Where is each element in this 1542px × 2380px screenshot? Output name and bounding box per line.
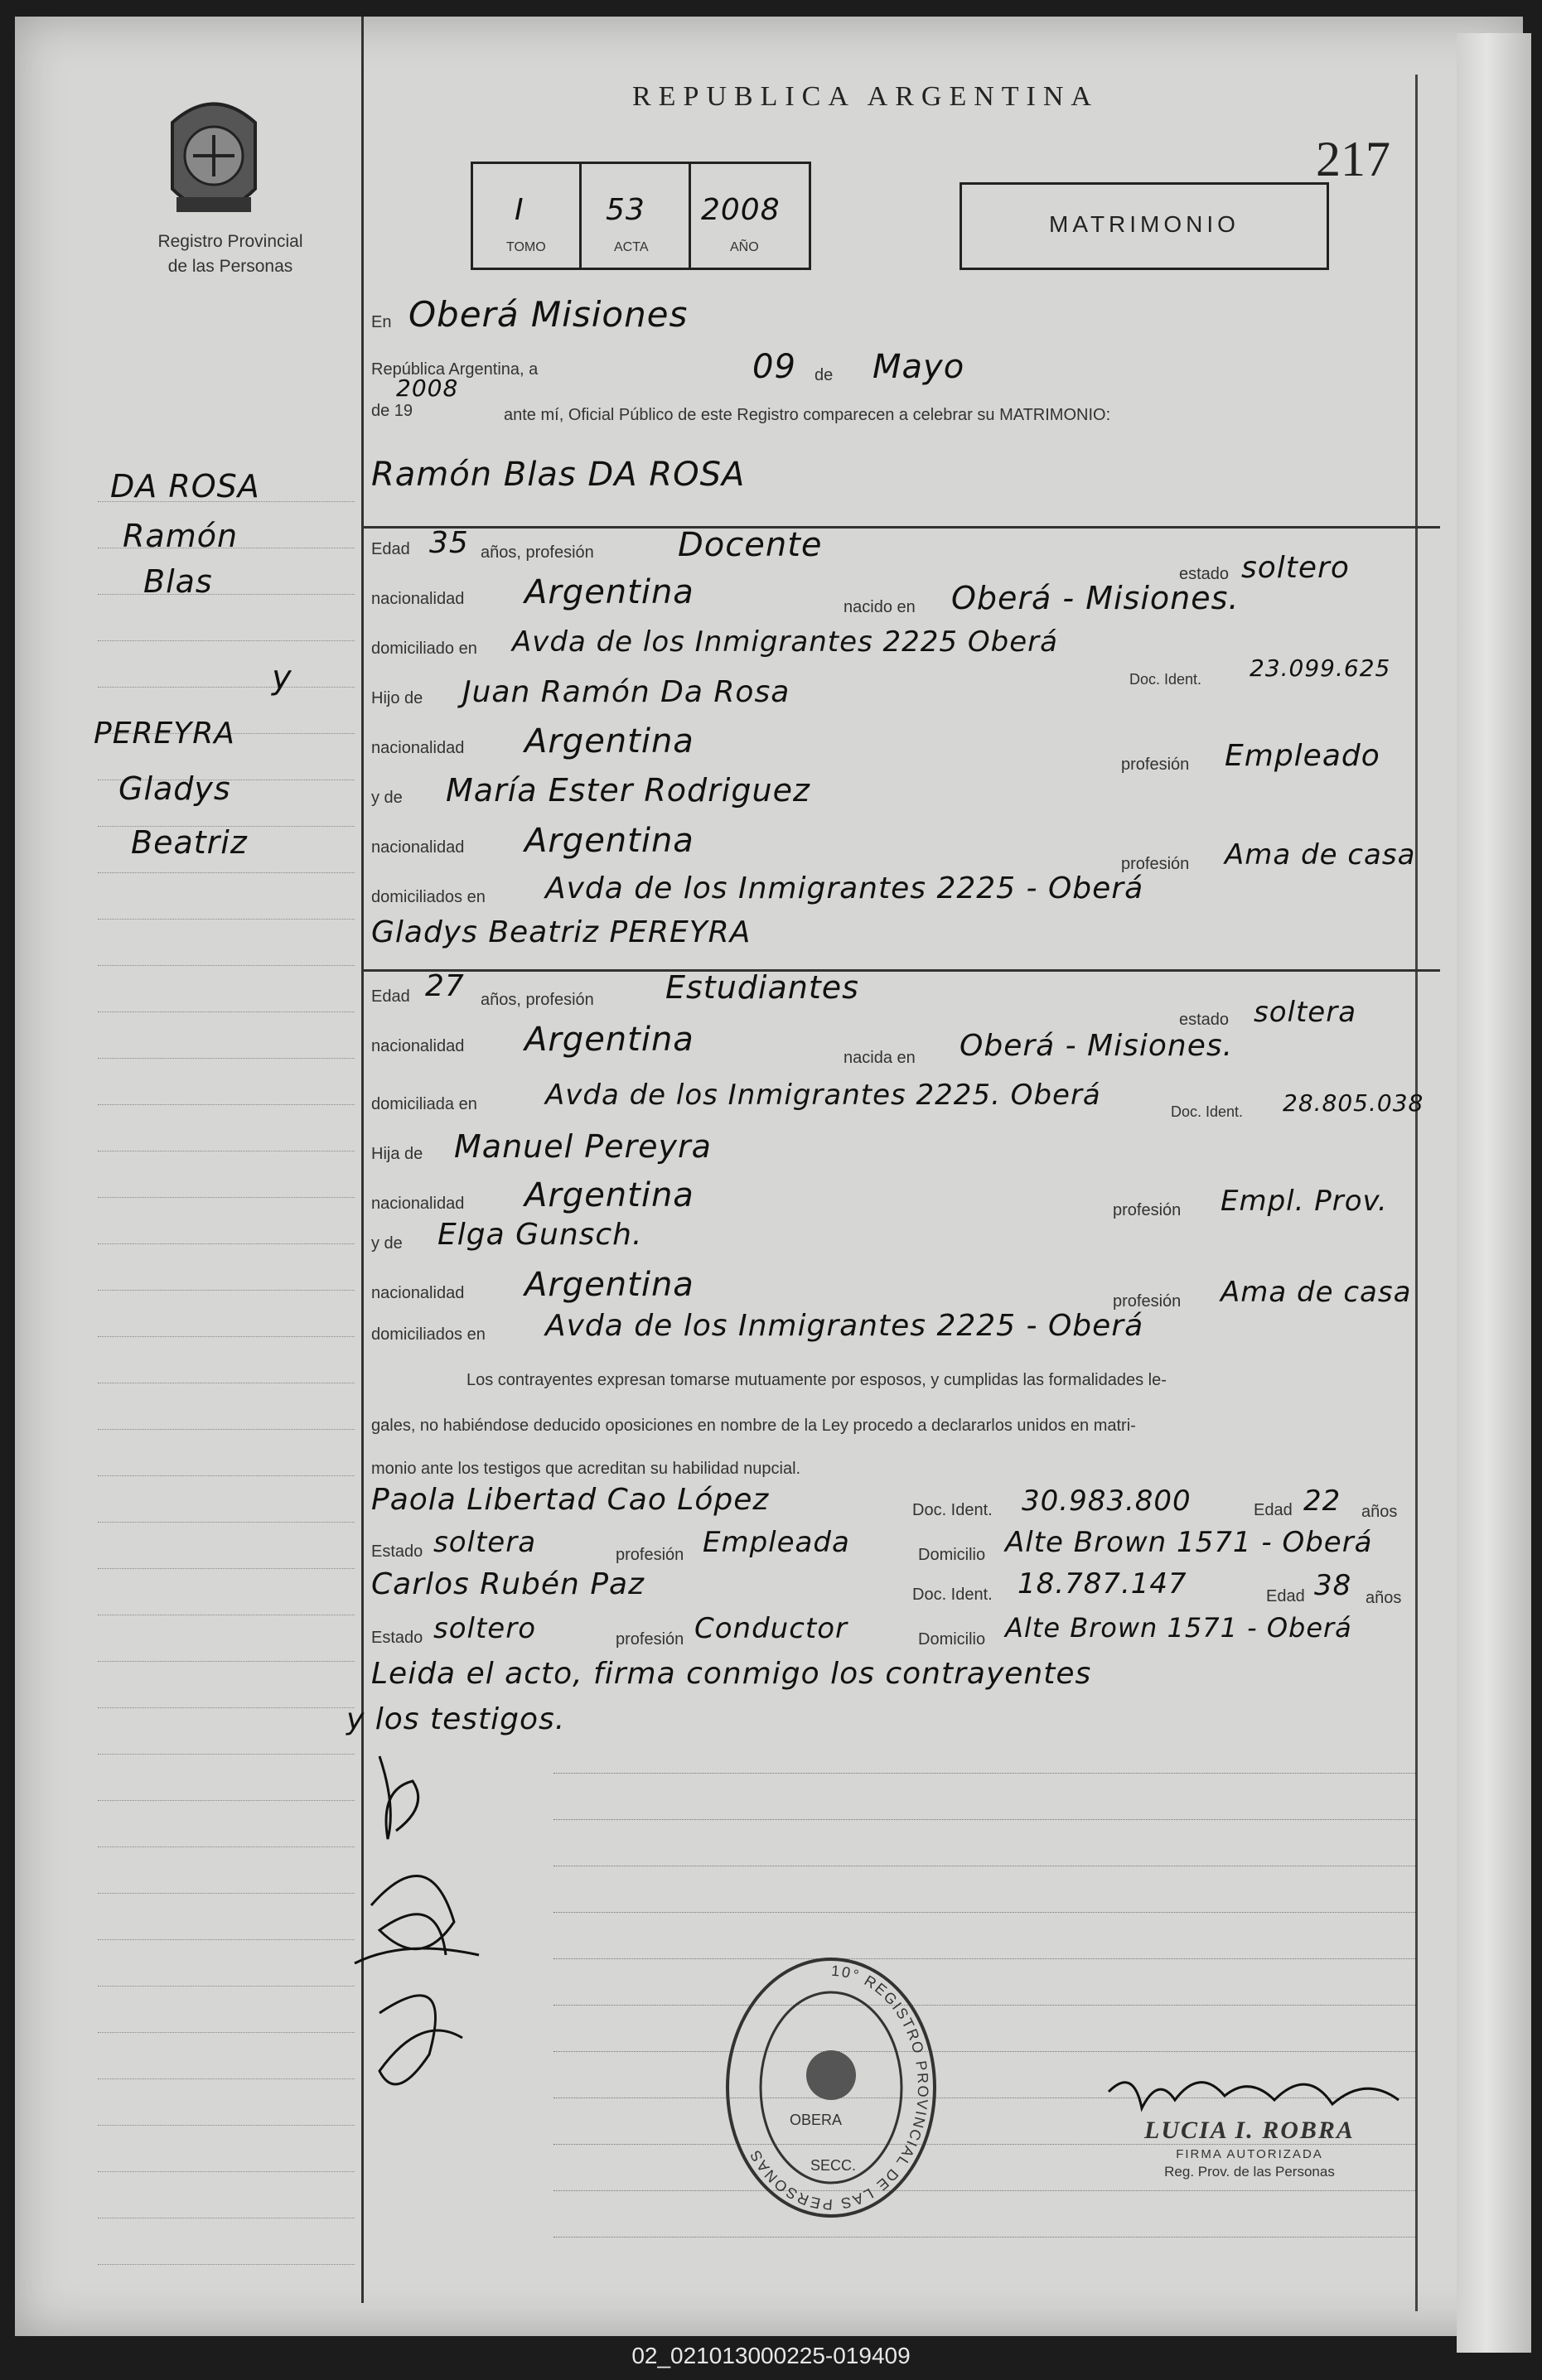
margin-rule [98, 1011, 355, 1012]
witness1-domicilio: Alte Brown 1571 - Oberá [1005, 1526, 1373, 1559]
witness1-anos-label: años [1361, 1503, 1398, 1521]
margin-name-2a: Gladys [118, 770, 231, 807]
witness1-dom-label: Domicilio [918, 1546, 986, 1564]
bride-madre: Elga Gunsch. [437, 1218, 643, 1252]
declaration-line-3: monio ante los testigos que acreditan su habilidad nupcial. [371, 1460, 801, 1478]
official-name: LUCIA I. ROBRA [1144, 2117, 1355, 2144]
stamp-center-text: OBERA [790, 2112, 843, 2128]
bride-profesion: Estudiantes [665, 969, 859, 1006]
margin-rule [98, 1058, 355, 1059]
bride-doc-label: Doc. Ident. [1171, 1103, 1244, 1120]
en-label: En [371, 313, 392, 331]
body-rule [553, 1958, 1415, 1959]
coat-of-arms-icon [160, 89, 268, 226]
page-edge [1457, 33, 1531, 2353]
margin-rule [98, 2078, 355, 2079]
witness1-name: Paola Libertad Cao López [371, 1483, 770, 1517]
groom-full-name: Ramón Blas DA ROSA [371, 456, 746, 494]
margin-rule [98, 640, 355, 641]
acta-label: ACTA [614, 240, 649, 254]
witness2-estado-label: Estado [371, 1629, 423, 1647]
acta-value: 53 [606, 193, 645, 227]
body-rule [553, 2005, 1415, 2006]
bride-madre-prof: Ama de casa [1221, 1276, 1412, 1309]
groom-doc-label: Doc. Ident. [1129, 671, 1202, 688]
groom-madre-prof-label: profesión [1121, 855, 1190, 873]
tomo-value: I [515, 193, 524, 227]
page-number: 217 [1316, 132, 1390, 186]
witness2-dom-label: Domicilio [918, 1630, 986, 1649]
groom-hijo-label: Hijo de [371, 689, 423, 707]
closing-line-1: Leida el acto, firma conmigo los contrayentes [371, 1657, 1092, 1691]
body-rule [553, 2237, 1415, 2238]
groom-padre-nac: Argentina [524, 722, 694, 760]
margin-rule [98, 1522, 355, 1523]
official-title-1: FIRMA AUTORIZADA [1176, 2147, 1323, 2161]
witness1-profesion: Empleada [703, 1526, 850, 1559]
bride-padres-dom: Avda de los Inmigrantes 2225 - Oberá [545, 1309, 1144, 1343]
groom-padre-nac-label: nacionalidad [371, 739, 465, 757]
margin-conjunction: y [272, 659, 292, 697]
witness2-doc: 18.787.147 [1018, 1567, 1187, 1600]
registry-name-line1: Registro Provincial [157, 232, 303, 251]
margin-rule [98, 1986, 355, 1987]
margin-rule [98, 2171, 355, 2172]
closing-line-2: y los testigos. [346, 1702, 566, 1736]
margin-rule [98, 965, 355, 966]
bride-domicilio: Avda de los Inmigrantes 2225. Oberá [545, 1079, 1101, 1112]
body-rule [553, 1912, 1415, 1913]
witness2-doc-label: Doc. Ident. [912, 1586, 993, 1604]
margin-name-2b: Beatriz [131, 824, 248, 861]
bride-nacida-label: nacida en [844, 1049, 916, 1067]
tomo-acta-ano-box [471, 162, 811, 270]
groom-domicilio: Avda de los Inmigrantes 2225 Oberá [512, 625, 1058, 659]
margin-name-1a: Ramón [123, 518, 239, 554]
groom-madre: María Ester Rodriguez [446, 772, 810, 809]
margin-rule [98, 872, 355, 873]
margin-rule [98, 1243, 355, 1244]
bride-edad: 27 [425, 969, 465, 1003]
registry-name-line2: de las Personas [167, 257, 293, 276]
party-signatures [330, 1740, 545, 2137]
groom-nac-label: nacionalidad [371, 590, 465, 608]
groom-doc: 23.099.625 [1250, 654, 1391, 682]
register-page [15, 17, 1523, 2336]
groom-anos-label: años, profesión [481, 543, 594, 562]
bride-edad-label: Edad [371, 987, 410, 1006]
act-type-box [960, 182, 1329, 270]
bride-doc: 28.805.038 [1283, 1089, 1424, 1117]
groom-madre-nac: Argentina [524, 822, 694, 860]
margin-rule [98, 1661, 355, 1662]
stamp-bottom-text: SECC. [810, 2157, 857, 2174]
bride-nacida-en: Oberá - Misiones. [960, 1029, 1234, 1063]
groom-madre-prof: Ama de casa [1225, 838, 1416, 871]
margin-rule [98, 1104, 355, 1105]
witness2-anos-label: años [1366, 1589, 1402, 1607]
witness1-estado-label: Estado [371, 1542, 423, 1561]
margin-rule [98, 919, 355, 920]
margin-rule [98, 1290, 355, 1291]
de-label: de [815, 366, 834, 384]
ano-label: AÑO [730, 240, 759, 254]
stamp-ring-text: 10° REGISTRO PROVINCIAL DE LAS PERSONAS [746, 1962, 932, 2213]
witness2-profesion: Conductor [694, 1612, 848, 1645]
place: Oberá Misiones [408, 294, 689, 335]
intro-statement: ante mí, Oficial Público de este Registro comparecen a celebrar su MATRIMONIO: [504, 406, 1111, 424]
margin-rule [98, 1568, 355, 1569]
margin-rule [98, 1475, 355, 1476]
witness1-edad-label: Edad [1254, 1501, 1293, 1519]
groom-doms-label: domiciliados en [371, 888, 486, 906]
margin-rule [98, 594, 355, 595]
witness2-estado: soltero [433, 1612, 536, 1645]
bride-nac-label: nacionalidad [371, 1037, 465, 1055]
body-rule [553, 2190, 1415, 2191]
bride-padre-prof-label: profesión [1113, 1201, 1182, 1219]
country-heading: REPUBLICA ARGENTINA [632, 81, 1099, 112]
margin-name-1b: Blas [143, 563, 213, 600]
margin-rule [98, 687, 355, 688]
bride-padre: Manuel Pereyra [454, 1128, 712, 1165]
margin-surname-1: DA ROSA [110, 468, 260, 504]
republica-label: República Argentina, a [371, 360, 539, 379]
groom-nacionalidad: Argentina [524, 573, 694, 611]
day: 09 [752, 348, 796, 386]
margin-surname-2: PEREYRA [94, 717, 235, 751]
bride-anos-label: años, profesión [481, 991, 594, 1009]
file-identifier: 02_021013000225-019409 [631, 2343, 911, 2368]
bride-dom-label: domiciliada en [371, 1095, 477, 1113]
year: 2008 [396, 374, 459, 402]
body-rule [553, 1819, 1415, 1820]
bride-hija-label: Hija de [371, 1145, 423, 1163]
groom-padre-prof-label: profesión [1121, 756, 1190, 774]
groom-padre-prof: Empleado [1225, 739, 1380, 773]
bride-doms-label: domiciliados en [371, 1325, 486, 1344]
official-title-2: Reg. Prov. de las Personas [1164, 2164, 1335, 2180]
bride-padre-nac: Argentina [524, 1176, 694, 1214]
witness1-edad: 22 [1303, 1484, 1341, 1518]
witness2-name: Carlos Rubén Paz [371, 1567, 645, 1601]
groom-padres-dom: Avda de los Inmigrantes 2225 - Oberá [545, 871, 1144, 905]
margin-rule [98, 1754, 355, 1755]
bride-madre-nac-label: nacionalidad [371, 1284, 465, 1302]
witness2-edad-label: Edad [1266, 1587, 1305, 1605]
declaration-line-1: Los contrayentes expresan tomarse mutuamente por esposos, y cumplidas las formalidades le- [466, 1371, 1167, 1389]
margin-rule [98, 1336, 355, 1337]
groom-edad-label: Edad [371, 540, 410, 558]
year-prefix: de 19 [371, 402, 413, 420]
groom-nacido-en: Oberá - Misiones. [951, 580, 1240, 616]
groom-estado-label: estado [1179, 565, 1230, 583]
margin-rule [98, 1707, 355, 1708]
groom-dom-label: domiciliado en [371, 640, 477, 658]
bride-madre-nac: Argentina [524, 1266, 694, 1304]
groom-separator [363, 526, 1440, 529]
witness1-doc-label: Doc. Ident. [912, 1501, 993, 1519]
margin-rule [98, 2125, 355, 2126]
bride-separator [363, 969, 1440, 972]
groom-edad: 35 [429, 526, 469, 560]
bride-madre-prof-label: profesión [1113, 1292, 1182, 1311]
ano-value: 2008 [701, 193, 781, 227]
bride-nacionalidad: Argentina [524, 1021, 694, 1059]
body-rule [553, 1773, 1415, 1774]
groom-madre-nac-label: nacionalidad [371, 838, 465, 857]
registry-stamp [719, 1951, 943, 2224]
margin-rule [98, 1429, 355, 1430]
groom-nacido-label: nacido en [844, 598, 916, 616]
witness2-edad: 38 [1314, 1569, 1352, 1602]
right-border [1415, 75, 1418, 2311]
groom-yde-label: y de [371, 789, 403, 807]
groom-profesion: Docente [678, 526, 823, 564]
act-type: MATRIMONIO [1049, 211, 1240, 237]
margin-rule [98, 1800, 355, 1801]
margin-rule [98, 1197, 355, 1198]
month: Mayo [873, 348, 965, 386]
bride-estado-label: estado [1179, 1011, 1230, 1029]
declaration-line-2: gales, no habiéndose deducido oposiciones en nombre de la Ley procedo a declararlos unidos en matri- [371, 1417, 1136, 1435]
margin-rule [98, 2032, 355, 2033]
bride-yde-label: y de [371, 1234, 403, 1253]
witness1-estado: soltera [433, 1526, 537, 1559]
margin-rule [98, 1893, 355, 1894]
margin-rule [98, 1939, 355, 1940]
margin-rule [98, 2264, 355, 2265]
tomo-label: TOMO [506, 240, 546, 254]
bride-full-name: Gladys Beatriz PEREYRA [371, 915, 752, 949]
groom-estado: soltero [1241, 551, 1350, 585]
witness2-domicilio: Alte Brown 1571 - Oberá [1005, 1612, 1352, 1644]
groom-padre: Juan Ramón Da Rosa [462, 675, 790, 709]
body-rule [553, 2051, 1415, 2052]
bride-padre-nac-label: nacionalidad [371, 1195, 465, 1213]
witness1-prof-label: profesión [616, 1546, 684, 1564]
witness1-doc: 30.983.800 [1022, 1484, 1192, 1518]
bride-estado: soltera [1254, 996, 1357, 1029]
bride-padre-prof: Empl. Prov. [1221, 1185, 1388, 1218]
witness2-prof-label: profesión [616, 1630, 684, 1649]
